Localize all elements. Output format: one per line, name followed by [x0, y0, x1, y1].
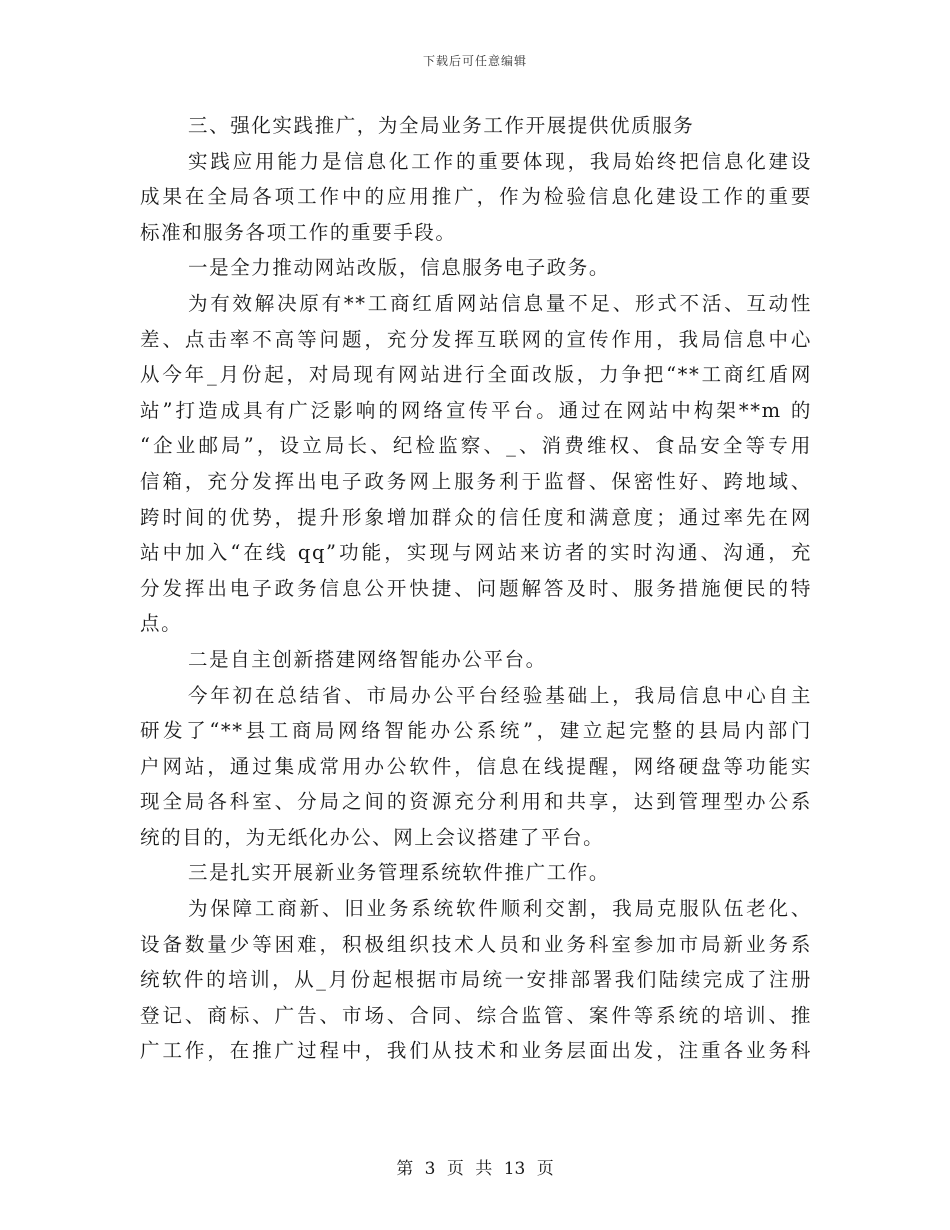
text-line: 实践应用能力是信息化工作的重要体现，我局始终把信息化建设: [188, 149, 812, 173]
text-line: 统的目的，为无纸化办公、网上会议搭建了平台。: [140, 825, 605, 849]
text-line: 站中加入“在线 qq”功能，实现与网站来访者的实时沟通、沟通，充: [140, 541, 812, 565]
text-line: “企业邮局”，设立局长、纪检监察、_、消费维权、食品安全等专用: [140, 434, 812, 458]
text-line: 为有效解决原有**工商红盾网站信息量不足、形式不活、互动性: [188, 291, 812, 315]
text-line: 跨时间的优势，提升形象增加群众的信任度和满意度；通过率先在网: [140, 505, 812, 529]
text-line: 一是全力推动网站改版，信息服务电子政务。: [188, 256, 611, 280]
text-line: 成果在全局各项工作中的应用推广，作为检验信息化建设工作的重要: [140, 185, 812, 209]
text-line: 三、强化实践推广，为全局业务工作开展提供优质服务: [188, 114, 695, 137]
text-line: 信箱，充分发挥出电子政务网上服务利于监督、保密性好、跨地域、: [140, 469, 812, 493]
text-line: 点。: [140, 612, 183, 636]
text-line: 今年初在总结省、市局办公平台经验基础上，我局信息中心自主: [188, 683, 812, 707]
document-body: [140, 108, 812, 1069]
text-line: 登记、商标、广告、市场、合同、综合监管、案件等系统的培训、推: [140, 1003, 812, 1027]
text-line: 差、点击率不高等问题，充分发挥互联网的宣传作用，我局信息中心: [140, 327, 812, 351]
text-line: 统软件的培训，从_月份起根据市局统一安排部署我们陆续完成了注册: [140, 968, 812, 992]
text-line: 标准和服务各项工作的重要手段。: [140, 220, 457, 244]
text-line: 三是扎实开展新业务管理系统软件推广工作。: [188, 861, 611, 885]
text-line: 现全局各科室、分局之间的资源充分利用和共享，达到管理型办公系: [140, 790, 812, 814]
text-line: 广工作，在推广过程中，我们从技术和业务层面出发，注重各业务科: [140, 1039, 812, 1063]
text-line: 户网站，通过集成常用办公软件，信息在线提醒，网络硬盘等功能实: [140, 754, 812, 778]
page-number-footer: 第 3 页 共 13 页: [396, 1159, 554, 1179]
text-line: 站”打造成具有广泛影响的网络宣传平台。通过在网站中构架**m 的: [140, 398, 812, 422]
text-line: 二是自主创新搭建网络智能办公平台。: [188, 647, 547, 671]
text-line: 分发挥出电子政务信息公开快捷、问题解答及时、服务措施便民的特: [140, 576, 812, 600]
page-header-note: 下载后可任意编辑: [422, 54, 527, 68]
text-line: 研发了“**县工商局网络智能办公系统”，建立起完整的县局内部门: [140, 719, 812, 743]
text-line: 为保障工商新、旧业务系统软件顺利交割，我局克服队伍老化、: [188, 897, 812, 921]
text-line: 设备数量少等困难，积极组织技术人员和业务科室参加市局新业务系: [140, 932, 812, 956]
text-line: 从今年_月份起，对局现有网站进行全面改版，力争把“**工商红盾网: [140, 363, 812, 387]
